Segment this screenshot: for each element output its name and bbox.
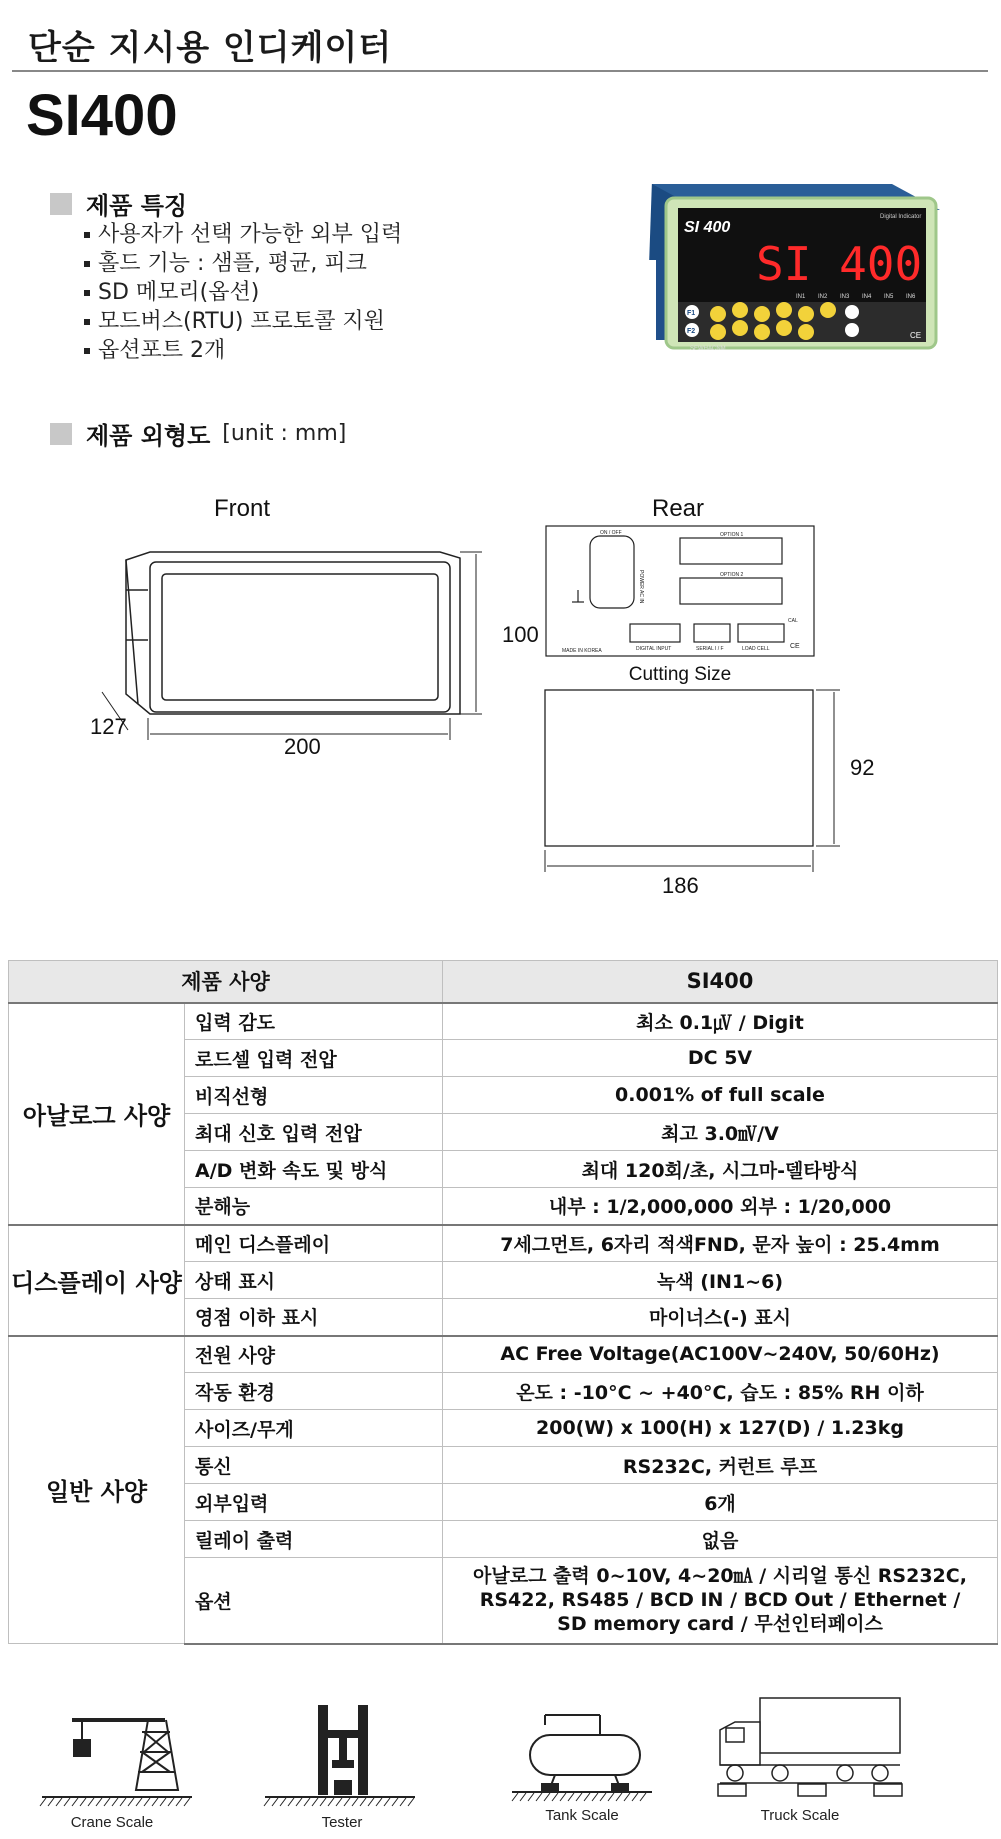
zero-key-icon <box>845 305 859 319</box>
table-row <box>9 1003 998 1040</box>
bullet-icon <box>84 319 90 325</box>
spec-item: 분해능 <box>185 1188 443 1225</box>
status-label: IN2 <box>818 294 828 300</box>
front-view <box>126 552 460 714</box>
rear-onoff: ON / OFF <box>600 530 622 536</box>
spec-item: 통신 <box>185 1447 443 1484</box>
spec-value: 7세그먼트, 6자리 적색FND, 문자 높이 : 25.4mm <box>443 1225 998 1262</box>
key-icon <box>732 320 748 336</box>
spec-item: 외부입력 <box>185 1484 443 1521</box>
feature-item: 옵션포트 2개 <box>84 336 402 365</box>
key-icon <box>754 324 770 340</box>
square-bullet-icon <box>50 193 72 215</box>
rear-option2: OPTION 2 <box>720 572 744 578</box>
rear-made: MADE IN KOREA <box>562 648 602 654</box>
dim-width: 200 <box>284 734 321 759</box>
key-icon <box>710 324 726 340</box>
spec-value: 녹색 (IN1~6) <box>443 1262 998 1299</box>
spec-item: 영점 이하 표시 <box>185 1299 443 1336</box>
table-row <box>9 1225 998 1262</box>
crane-scale-icon <box>42 1720 192 1797</box>
spec-value: 200(W) x 100(H) x 127(D) / 1.23kg <box>443 1410 998 1447</box>
spec-item: 비직선형 <box>185 1077 443 1114</box>
key-icon <box>798 306 814 322</box>
spec-value: 아날로그 출력 0~10V, 4~20㎃ / 시리얼 통신 RS232C, RS422, RS485 / BCD IN / BCD Out / Ethernet / SD memory card / 무선인터페이스 <box>443 1558 998 1644</box>
spec-value: 6개 <box>443 1484 998 1521</box>
spec-value: 온도 : -10°C ~ +40°C, 습도 : 85% RH 이하 <box>443 1373 998 1410</box>
spec-item: 옵션 <box>185 1558 443 1644</box>
status-label: IN4 <box>862 294 872 300</box>
bullet-icon <box>84 348 90 354</box>
rear-ce: CE <box>790 643 800 650</box>
crane-ground-hatch <box>40 1798 190 1806</box>
bullet-icon <box>84 232 90 238</box>
tester-icon <box>264 1705 415 1806</box>
spec-value: 최소 0.1㎶ / Digit <box>443 1003 998 1040</box>
header-divider <box>12 70 988 72</box>
key-icon <box>776 302 792 318</box>
feature-item: SD 메모리(옵션) <box>84 278 402 307</box>
rear-view <box>546 526 814 656</box>
photo-top-label: Digital Indicator <box>880 214 922 220</box>
features-heading <box>50 186 187 221</box>
key-icon <box>798 324 814 340</box>
category-title: 단순 지시용 인디케이터 <box>28 28 393 68</box>
key-icon <box>754 306 770 322</box>
table-row <box>9 1336 998 1373</box>
spec-value: 없음 <box>443 1521 998 1558</box>
spec-value: AC Free Voltage(AC100V~240V, 50/60Hz) <box>443 1336 998 1373</box>
feature-item: 홀드 기능 : 샘플, 평균, 피크 <box>84 249 402 278</box>
key-icon <box>710 306 726 322</box>
photo-ce: CE <box>910 331 922 340</box>
cutting-label: Cutting Size <box>628 664 732 685</box>
features-list <box>84 220 402 365</box>
rear-option1: OPTION 1 <box>720 532 744 538</box>
feature-item: 모드버스(RTU) 프로토콜 지원 <box>84 307 402 336</box>
spec-item: 전원 사양 <box>185 1336 443 1373</box>
front-label: Front <box>213 495 271 522</box>
truck-scale-icon <box>718 1698 902 1796</box>
spec-item: 최대 신호 입력 전압 <box>185 1114 443 1151</box>
feature-item: 사용자가 선택 가능한 외부 입력 <box>84 220 402 249</box>
tank-ground-hatch <box>512 1793 646 1801</box>
table-header-row <box>9 961 998 1003</box>
group-general: 일반 사양 <box>9 1336 185 1644</box>
spec-value: DC 5V <box>443 1040 998 1077</box>
rear-serial: SERIAL I / F <box>696 646 724 652</box>
rear-loadcell: LOAD CELL <box>742 646 770 652</box>
status-label: IN5 <box>884 294 894 300</box>
cut-height: 92 <box>850 755 875 780</box>
spec-item: 메인 디스플레이 <box>185 1225 443 1262</box>
product-photo <box>648 180 948 360</box>
rear-digital: DIGITAL INPUT <box>636 646 672 652</box>
status-label: IN3 <box>840 294 850 300</box>
status-label: IN6 <box>906 294 916 300</box>
model-title: SI400 <box>26 83 178 148</box>
rear-cal: CAL <box>788 618 798 624</box>
spec-value: RS232C, 커런트 루프 <box>443 1447 998 1484</box>
spec-value: 최고 3.0㎷/V <box>443 1114 998 1151</box>
status-label: IN1 <box>796 294 806 300</box>
dimension-unit: [unit : mm] <box>222 421 347 446</box>
bullet-icon <box>84 261 90 267</box>
key-icon <box>820 302 836 318</box>
app-label-tank: Tank Scale <box>545 1807 619 1824</box>
rear-label: Rear <box>651 495 705 522</box>
spec-item: A/D 변화 속도 및 방식 <box>185 1151 443 1188</box>
header <box>28 20 988 69</box>
app-label-truck: Truck Scale <box>760 1807 840 1824</box>
tank-scale-icon <box>512 1715 652 1792</box>
dim-depth: 127 <box>90 714 127 739</box>
spec-item: 상태 표시 <box>185 1262 443 1299</box>
rear-power: POWER AC IN <box>638 570 644 604</box>
features-title: 제품 특징 <box>86 192 188 220</box>
cut-width: 186 <box>662 873 699 898</box>
bullet-icon <box>84 290 90 296</box>
dimension-drawing <box>90 490 950 920</box>
applications-strip <box>0 1680 1001 1830</box>
svg-text:F2: F2 <box>687 328 696 335</box>
spec-item: 사이즈/무게 <box>185 1410 443 1447</box>
app-label-crane: Crane Scale <box>70 1814 154 1830</box>
spec-item: 작동 환경 <box>185 1373 443 1410</box>
spec-item: 릴레이 출력 <box>185 1521 443 1558</box>
group-analog: 아날로그 사양 <box>9 1003 185 1225</box>
square-bullet-icon <box>50 423 72 445</box>
spec-item: 입력 감도 <box>185 1003 443 1040</box>
photo-model-label: SI 400 <box>684 219 731 236</box>
table-head-right: SI400 <box>443 961 998 1003</box>
key-icon <box>776 320 792 336</box>
dim-height: 100 <box>502 622 539 647</box>
svg-text:F1: F1 <box>687 310 696 317</box>
cutting-rect <box>545 690 813 846</box>
spec-value: 0.001% of full scale <box>443 1077 998 1114</box>
spec-value: 마이너스(-) 표시 <box>443 1299 998 1336</box>
spec-item: 로드셀 입력 전압 <box>185 1040 443 1077</box>
app-label-tester: Tester <box>321 1814 363 1830</box>
dimension-title: 제품 외형도 <box>86 422 211 450</box>
spec-value: 내부 : 1/2,000,000 외부 : 1/20,000 <box>443 1188 998 1225</box>
dimension-heading <box>50 416 346 451</box>
table-head-left: 제품 사양 <box>9 961 443 1003</box>
cutting-dimensions <box>545 690 840 872</box>
spec-table <box>8 960 998 1645</box>
key-icon <box>732 302 748 318</box>
group-display: 디스플레이 사양 <box>9 1225 185 1336</box>
spec-value: 최대 120회/초, 시그마-델타방식 <box>443 1151 998 1188</box>
photo-display-text: SI 400 <box>756 237 923 291</box>
enter-key-icon <box>845 323 859 337</box>
photo-brand: SEWHACNM <box>690 346 726 352</box>
